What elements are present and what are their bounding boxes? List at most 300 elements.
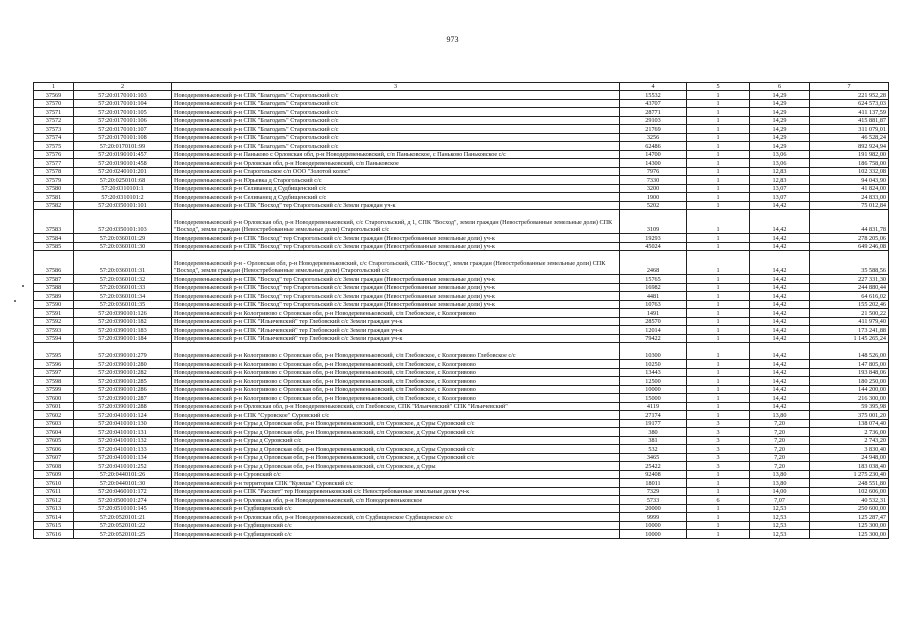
row-number-cell: 37569 [34, 91, 74, 100]
address-cell: Новодеревеньковский р-н СПК "Ильичевский" тер Глебовский с/с Земли граждан уч-к [172, 334, 620, 343]
row-number-cell: 37597 [34, 368, 74, 377]
rate-cell: 7,20 [750, 436, 810, 445]
cadastral-number-cell: 57:20:0410101:134 [74, 453, 172, 462]
row-number-cell: 37576 [34, 150, 74, 159]
address-cell: Новодеревеньковский р-н Судбищенский с/с [172, 530, 620, 539]
value-cell: 3 830,40 [810, 445, 889, 454]
area-cell: 92408 [620, 470, 687, 479]
cadastral-number-cell: 57:20:0410101:130 [74, 419, 172, 428]
table-row [34, 142, 889, 151]
area-cell: 45024 [620, 242, 687, 251]
row-number-cell: 37615 [34, 521, 74, 530]
address-cell: Новодеревеньковский р-н СПК "Благодать" Старогольский с/с [172, 99, 620, 108]
cadastral-number-cell: 57:20:0390101:279 [74, 343, 172, 360]
value-cell: 40 532,31 [810, 496, 889, 505]
share-cell: 1 [687, 234, 750, 243]
rate-cell: 14,42 [750, 317, 810, 326]
value-cell: 155 202,46 [810, 300, 889, 309]
area-cell: 18011 [620, 479, 687, 488]
cadastral-number-cell: 57:20:0390101:288 [74, 402, 172, 411]
share-cell: 1 [687, 275, 750, 284]
cadastral-number-cell: 57:20:0390101:286 [74, 385, 172, 394]
area-cell: 20000 [620, 504, 687, 513]
scan-speck [22, 285, 24, 287]
share-cell: 1 [687, 150, 750, 159]
row-number-cell: 37586 [34, 251, 74, 275]
rate-cell: 7,20 [750, 419, 810, 428]
row-number-cell: 37592 [34, 317, 74, 326]
row-number-cell: 37612 [34, 496, 74, 505]
share-cell: 1 [687, 167, 750, 176]
rate-cell: 13,07 [750, 184, 810, 193]
value-cell: 1 145 265,24 [810, 334, 889, 343]
rate-cell: 14,00 [750, 487, 810, 496]
address-cell: Новодеревеньковский р-н СПК "Восход" тер Старогольский с/с Земли граждан (Невостребованные земельные доли) уч-к [172, 234, 620, 243]
area-cell: 9999 [620, 513, 687, 522]
share-cell: 1 [687, 292, 750, 301]
cadastral-number-cell: 57:20:0170101:106 [74, 116, 172, 125]
rate-cell: 12,53 [750, 504, 810, 513]
table-row [34, 521, 889, 530]
rate-cell: 14,42 [750, 326, 810, 335]
value-cell: 892 924,94 [810, 142, 889, 151]
rate-cell: 14,42 [750, 394, 810, 403]
cadastral-number-cell: 57:20:0390101:282 [74, 368, 172, 377]
row-number-cell: 37582 [34, 201, 74, 210]
value-cell: 216 300,00 [810, 394, 889, 403]
rate-cell: 14,42 [750, 368, 810, 377]
address-cell: Новодеревеньковский р-н Кологривово с Орловская обл, р-н Новодеревеньковский, с/п Глебовское, с Кологривово [172, 377, 620, 386]
rate-cell: 14,42 [750, 292, 810, 301]
table-row [34, 91, 889, 100]
address-cell: Новодеревеньковский р-н СПК "Восход" тер Старогольский с/с Земли граждан (Невостребованные земельные доли) уч-к [172, 275, 620, 284]
area-cell: 7330 [620, 176, 687, 185]
value-cell: 183 038,40 [810, 462, 889, 471]
cadastral-number-cell: 57:20:0390101:280 [74, 360, 172, 369]
area-cell: 2468 [620, 251, 687, 275]
share-cell: 3 [687, 419, 750, 428]
row-number-cell: 37575 [34, 142, 74, 151]
share-cell: 1 [687, 133, 750, 142]
area-cell: 532 [620, 445, 687, 454]
table-row [34, 251, 889, 275]
table-row [34, 343, 889, 360]
address-cell: Новодеревеньковский р-н Кологривово с Орловская обл, р-н Новодеревеньковский, с/п Глебовское, с Кологривово [172, 360, 620, 369]
row-number-cell: 37574 [34, 133, 74, 142]
row-number-cell: 37580 [34, 184, 74, 193]
value-cell: 102 332,08 [810, 167, 889, 176]
value-cell: 186 758,00 [810, 159, 889, 168]
address-cell: Новодеревеньковский р-н Суры д Суровский с/с [172, 436, 620, 445]
row-number-cell: 37600 [34, 394, 74, 403]
area-cell: 4481 [620, 292, 687, 301]
row-number-cell: 37605 [34, 436, 74, 445]
rate-cell: 14,29 [750, 99, 810, 108]
value-cell: 375 001,20 [810, 411, 889, 420]
table-row [34, 116, 889, 125]
cadastral-number-cell: 57:20:0360101:29 [74, 234, 172, 243]
table-row [34, 309, 889, 318]
table-row [34, 292, 889, 301]
cadastral-number-cell: 57:20:0250101:68 [74, 176, 172, 185]
rate-cell: 14,42 [750, 234, 810, 243]
address-cell: Новодеревеньковский р-н Суры д Орловская обл, р-н Новодеревеньковский, с/п Суровское, д Суры Суровский с/с [172, 419, 620, 428]
table-row [34, 275, 889, 284]
row-number-cell: 37604 [34, 428, 74, 437]
value-cell: 227 331,30 [810, 275, 889, 284]
area-cell: 10250 [620, 360, 687, 369]
value-cell: 147 805,00 [810, 360, 889, 369]
area-cell: 13443 [620, 368, 687, 377]
address-cell: Новодеревеньковский р-н СПК "Восход" тер Старогольский с/с Земли граждан (Невостребованные земельные доли) уч-к [172, 242, 620, 251]
share-cell: 1 [687, 385, 750, 394]
address-cell: Новодеревеньковский р-н Кологривово с Орловская обл, р-н Новодеревеньковский, с/п Глебовское, с Кологривово [172, 368, 620, 377]
area-cell: 12014 [620, 326, 687, 335]
rate-cell: 7,20 [750, 462, 810, 471]
page-number: 973 [446, 35, 459, 44]
area-cell: 43707 [620, 99, 687, 108]
cadastral-number-cell: 57:20:0390101:182 [74, 317, 172, 326]
rate-cell: 13,07 [750, 193, 810, 202]
address-cell: Новодеревеньковский р-н СПК "Благодать" Старогольский с/с [172, 108, 620, 117]
address-cell: Новодеревеньковский р-н Орловская обл, р-н Новодеревеньковский, с/п Паньковское [172, 159, 620, 168]
address-cell: Новодеревеньковский р-н СПК "Суровское" Суровский с/с [172, 411, 620, 420]
table-row [34, 402, 889, 411]
value-cell: 64 616,02 [810, 292, 889, 301]
table-row [34, 377, 889, 386]
table-row [34, 394, 889, 403]
share-cell: 1 [687, 242, 750, 251]
row-number-cell: 37606 [34, 445, 74, 454]
table-row [34, 300, 889, 309]
share-cell: 1 [687, 377, 750, 386]
table-row [34, 513, 889, 522]
address-cell: Новодеревеньковский р-н Старогольское с/п ООО "Золотой колос" [172, 167, 620, 176]
rate-cell: 12,53 [750, 513, 810, 522]
value-cell: 21 500,22 [810, 309, 889, 318]
cadastral-number-cell: 57:20:0190101:457 [74, 150, 172, 159]
rate-cell: 12,83 [750, 176, 810, 185]
cadastral-number-cell: 57:20:0390101:285 [74, 377, 172, 386]
address-cell: Новодеревеньковский р-н Селиванец д Судбищенский с/с [172, 184, 620, 193]
share-cell: 1 [687, 479, 750, 488]
share-cell: 1 [687, 513, 750, 522]
address-cell: Новодеревеньковский р-н Кологривово с Орловская обл, р-н Новодеревеньковский, с/п Глебовское, с Кологривово [172, 385, 620, 394]
table-row [34, 159, 889, 168]
share-cell: 1 [687, 309, 750, 318]
rate-cell: 14,42 [750, 343, 810, 360]
table-row [34, 453, 889, 462]
rate-cell: 14,42 [750, 275, 810, 284]
cadastral-number-cell: 57:20:0500101:274 [74, 496, 172, 505]
rate-cell: 14,42 [750, 201, 810, 210]
area-cell: 3256 [620, 133, 687, 142]
value-cell: 125 300,00 [810, 521, 889, 530]
area-cell: 28771 [620, 108, 687, 117]
area-cell: 29103 [620, 116, 687, 125]
area-cell: 16982 [620, 283, 687, 292]
area-cell: 3109 [620, 210, 687, 234]
table-row [34, 496, 889, 505]
address-cell: Новодеревеньковский р-н СПК "Восход" тер Старогольский с/с Земли граждан (Невостребованные земельные доли) уч-к [172, 300, 620, 309]
cadastral-number-cell: 57:20:0440101:26 [74, 470, 172, 479]
area-cell: 3200 [620, 184, 687, 193]
rate-cell: 14,29 [750, 108, 810, 117]
cadastral-number-cell: 57:20:0350101:103 [74, 210, 172, 234]
header-cell: 2 [74, 83, 172, 91]
value-cell: 148 526,00 [810, 343, 889, 360]
value-cell: 193 848,06 [810, 368, 889, 377]
rate-cell: 14,29 [750, 91, 810, 100]
header-cell: 1 [34, 83, 74, 91]
share-cell: 1 [687, 487, 750, 496]
row-number-cell: 37581 [34, 193, 74, 202]
table-row [34, 470, 889, 479]
value-cell: 1 275 230,40 [810, 470, 889, 479]
address-cell: Новодеревеньковский р-н Суры д Орловская обл, р-н Новодеревеньковский, с/п Суровское, д Суры Суровский с/с [172, 453, 620, 462]
share-cell: 1 [687, 504, 750, 513]
address-cell: Новодеревеньковский р-н Суровский с/с [172, 470, 620, 479]
share-cell: 1 [687, 125, 750, 134]
rate-cell: 7,20 [750, 428, 810, 437]
area-cell: 10000 [620, 521, 687, 530]
rate-cell: 13,80 [750, 479, 810, 488]
area-cell: 14300 [620, 159, 687, 168]
value-cell: 24 833,00 [810, 193, 889, 202]
share-cell: 1 [687, 99, 750, 108]
share-cell: 3 [687, 436, 750, 445]
area-cell: 4119 [620, 402, 687, 411]
value-cell: 144 200,00 [810, 385, 889, 394]
value-cell: 24 948,00 [810, 453, 889, 462]
row-number-cell: 37594 [34, 334, 74, 343]
table-row [34, 326, 889, 335]
table-row [34, 428, 889, 437]
cadastral-number-cell: 57:20:0440101:30 [74, 479, 172, 488]
rate-cell: 12,83 [750, 167, 810, 176]
table-row [34, 184, 889, 193]
table-row [34, 234, 889, 243]
rate-cell: 14,42 [750, 242, 810, 251]
cadastral-number-cell: 57:20:0510101:145 [74, 504, 172, 513]
rate-cell: 14,42 [750, 360, 810, 369]
rate-cell: 7,20 [750, 445, 810, 454]
share-cell: 1 [687, 251, 750, 275]
area-cell: 5202 [620, 201, 687, 210]
value-cell: 411 137,59 [810, 108, 889, 117]
cadastral-number-cell: 57:20:0350101:101 [74, 201, 172, 210]
value-cell: 250 600,00 [810, 504, 889, 513]
cadastral-number-cell: 57:20:0360101:31 [74, 251, 172, 275]
value-cell: 125 300,00 [810, 530, 889, 539]
table-row [34, 530, 889, 539]
value-cell: 649 246,08 [810, 242, 889, 251]
row-number-cell: 37587 [34, 275, 74, 284]
table-row [34, 487, 889, 496]
area-cell: 15532 [620, 91, 687, 100]
share-cell: 1 [687, 193, 750, 202]
row-number-cell: 37613 [34, 504, 74, 513]
header-cell: 5 [687, 83, 750, 91]
area-cell: 1900 [620, 193, 687, 202]
table-row [34, 99, 889, 108]
area-cell: 19293 [620, 234, 687, 243]
share-cell: 1 [687, 142, 750, 151]
area-cell: 12500 [620, 377, 687, 386]
address-cell: Новодеревеньковский р-н Судбищенский с/с [172, 521, 620, 530]
share-cell: 3 [687, 428, 750, 437]
cadastral-number-cell: 57:20:0170101:99 [74, 142, 172, 151]
cadastral-number-cell: 57:20:0170101:108 [74, 133, 172, 142]
header-cell: 6 [750, 83, 810, 91]
address-cell: Новодеревеньковский р-н СПК "Благодать" Старогольский с/с [172, 142, 620, 151]
share-cell: 1 [687, 521, 750, 530]
row-number-cell: 37590 [34, 300, 74, 309]
rate-cell: 12,53 [750, 521, 810, 530]
value-cell: 102 606,00 [810, 487, 889, 496]
value-cell: 278 205,06 [810, 234, 889, 243]
share-cell: 1 [687, 334, 750, 343]
value-cell: 59 395,98 [810, 402, 889, 411]
area-cell: 1491 [620, 309, 687, 318]
area-cell: 27174 [620, 411, 687, 420]
value-cell: 35 588,56 [810, 251, 889, 275]
share-cell: 1 [687, 283, 750, 292]
address-cell: Новодеревеньковский р-н Орловская обл, р-н Новодеревеньковский, с/с Старогольский, д 1, СПК "Восход", земли граждан (Невостребованные земельные доли) СПК "Восход", земли граждан (Невостребованные земельные доли) Старогольский с/с [172, 210, 620, 234]
cadastral-number-cell: 57:20:0310101:2 [74, 193, 172, 202]
area-cell: 15000 [620, 394, 687, 403]
share-cell: 1 [687, 210, 750, 234]
address-cell: Новодеревеньковский р-н Кологривово с Орловская обл, р-н Новодеревеньковский, с/п Глебовское, с Кологривово Глебовское с/с [172, 343, 620, 360]
header-cell: 7 [810, 83, 889, 91]
table-row [34, 419, 889, 428]
address-cell: Новодеревеньковский р-н Кологривово с Орловская обл, р-н Новодеревеньковский, с/п Глебовское, с Кологривово [172, 309, 620, 318]
table-row [34, 317, 889, 326]
table-row [34, 108, 889, 117]
table-row [34, 334, 889, 343]
row-number-cell: 37595 [34, 343, 74, 360]
area-cell: 7976 [620, 167, 687, 176]
value-cell: 624 573,03 [810, 99, 889, 108]
share-cell: 1 [687, 201, 750, 210]
row-number-cell: 37585 [34, 242, 74, 251]
cadastral-number-cell: 57:20:0170101:107 [74, 125, 172, 134]
value-cell: 41 824,00 [810, 184, 889, 193]
row-number-cell: 37608 [34, 462, 74, 471]
address-cell: Новодеревеньковский р-н Орловская обл, р-н Новодеревеньковский, с/п Глебовское, СПК "Ильичевский" СПК "Ильичевский" [172, 402, 620, 411]
area-cell: 10763 [620, 300, 687, 309]
value-cell: 311 079,01 [810, 125, 889, 134]
cadastral-number-cell: 57:20:0410101:133 [74, 445, 172, 454]
row-number-cell: 37614 [34, 513, 74, 522]
rate-cell: 13,80 [750, 470, 810, 479]
rate-cell: 7,07 [750, 496, 810, 505]
table-row [34, 368, 889, 377]
table-row [34, 210, 889, 234]
address-cell: Новодеревеньковский р-н Селиванец д Судбищенский с/с [172, 193, 620, 202]
address-cell: Новодеревеньковский р-н СПК "Благодать" Старогольский с/с [172, 91, 620, 100]
area-cell: 10000 [620, 530, 687, 539]
row-number-cell: 37572 [34, 116, 74, 125]
rate-cell: 7,20 [750, 453, 810, 462]
address-cell: Новодеревеньковский р-н СПК "Благодать" Старогольский с/с [172, 125, 620, 134]
rate-cell: 14,42 [750, 283, 810, 292]
rate-cell: 12,53 [750, 530, 810, 539]
row-number-cell: 37570 [34, 99, 74, 108]
area-cell: 14700 [620, 150, 687, 159]
cadastral-number-cell: 57:20:0310101:1 [74, 184, 172, 193]
rate-cell: 14,42 [750, 251, 810, 275]
cadastral-number-cell: 57:20:0520101:22 [74, 521, 172, 530]
share-cell: 1 [687, 368, 750, 377]
address-cell: Новодеревеньковский р-н Суры д Орловская обл, р-н Новодеревеньковский, с/п Суровское, д Суры Суровский с/с [172, 445, 620, 454]
rate-cell: 14,29 [750, 142, 810, 151]
table-row [34, 411, 889, 420]
cadastral-number-cell: 57:20:0410101:124 [74, 411, 172, 420]
address-cell: Новодеревеньковский р-н территория СПК "Кулешa" Суровский с/с [172, 479, 620, 488]
cadastral-number-cell: 57:20:0360101:30 [74, 242, 172, 251]
table-row [34, 436, 889, 445]
address-cell: Новодеревеньковский р-н Юрьевка д Старогольский с/с [172, 176, 620, 185]
address-cell: Новодеревеньковский р-н Кологривово с Орловская обл, р-н Новодеревеньковский, с/п Глебовское, с Кологривово [172, 394, 620, 403]
rate-cell: 14,42 [750, 377, 810, 386]
share-cell: 1 [687, 470, 750, 479]
value-cell: 180 250,00 [810, 377, 889, 386]
address-cell: Новодеревеньковский р-н СПК "Ильичевский" тер Глебовский с/с Земли граждан уч-к [172, 326, 620, 335]
address-cell: Новодеревеньковский р-н Суры д Орловская обл, р-н Новодеревеньковский, с/п Суровское, д Суры [172, 462, 620, 471]
area-cell: 7329 [620, 487, 687, 496]
cadastral-number-cell: 57:20:0360101:34 [74, 292, 172, 301]
rate-cell: 14,42 [750, 309, 810, 318]
share-cell: 1 [687, 91, 750, 100]
header-cell: 3 [172, 83, 620, 91]
cadastral-number-cell: 57:20:0170101:103 [74, 91, 172, 100]
rate-cell: 14,42 [750, 210, 810, 234]
share-cell: 1 [687, 402, 750, 411]
row-number-cell: 37616 [34, 530, 74, 539]
area-cell: 21769 [620, 125, 687, 134]
share-cell: 3 [687, 462, 750, 471]
cadastral-number-cell: 57:20:0410101:252 [74, 462, 172, 471]
rate-cell: 14,42 [750, 334, 810, 343]
address-cell: Новодеревеньковский р-н Орловская обл, р-н Новодеревеньковский, с/п Новодеревеньковское [172, 496, 620, 505]
cadastral-number-cell: 57:20:0520101:21 [74, 513, 172, 522]
share-cell: 1 [687, 326, 750, 335]
area-cell: 380 [620, 428, 687, 437]
row-number-cell: 37589 [34, 292, 74, 301]
row-number-cell: 37584 [34, 234, 74, 243]
area-cell: 15765 [620, 275, 687, 284]
value-cell: 2 743,20 [810, 436, 889, 445]
value-cell: 46 528,24 [810, 133, 889, 142]
cadastral-number-cell: 57:20:0390101:287 [74, 394, 172, 403]
address-cell: Новодеревеньковский р-н СПК "Восход" тер Старогольский с/с Земли граждан (Невостребованные земельные доли) уч-к [172, 292, 620, 301]
value-cell: 94 043,90 [810, 176, 889, 185]
row-number-cell: 37601 [34, 402, 74, 411]
address-cell: Новодеревеньковский р-н Паньково с Орловская обл, р-н Новодеревеньковский, с/п Паньковское, с Паньково Паньковское с/с [172, 150, 620, 159]
table-row [34, 150, 889, 159]
rate-cell: 14,29 [750, 116, 810, 125]
table-row [34, 176, 889, 185]
share-cell: 1 [687, 176, 750, 185]
address-cell: Новодеревеньковский р-н СПК "Рассвет" тер Новодеревеньковский с/с Невостребованные земельные доли уч-к [172, 487, 620, 496]
table-row [34, 462, 889, 471]
value-cell: 221 952,28 [810, 91, 889, 100]
row-number-cell: 37593 [34, 326, 74, 335]
table-row [34, 445, 889, 454]
table-row [34, 479, 889, 488]
address-cell: Новодеревеньковский р-н СПК "Восход" тер Старогольский с/с Земли граждан (Невостребованные земельные доли) уч-к [172, 283, 620, 292]
